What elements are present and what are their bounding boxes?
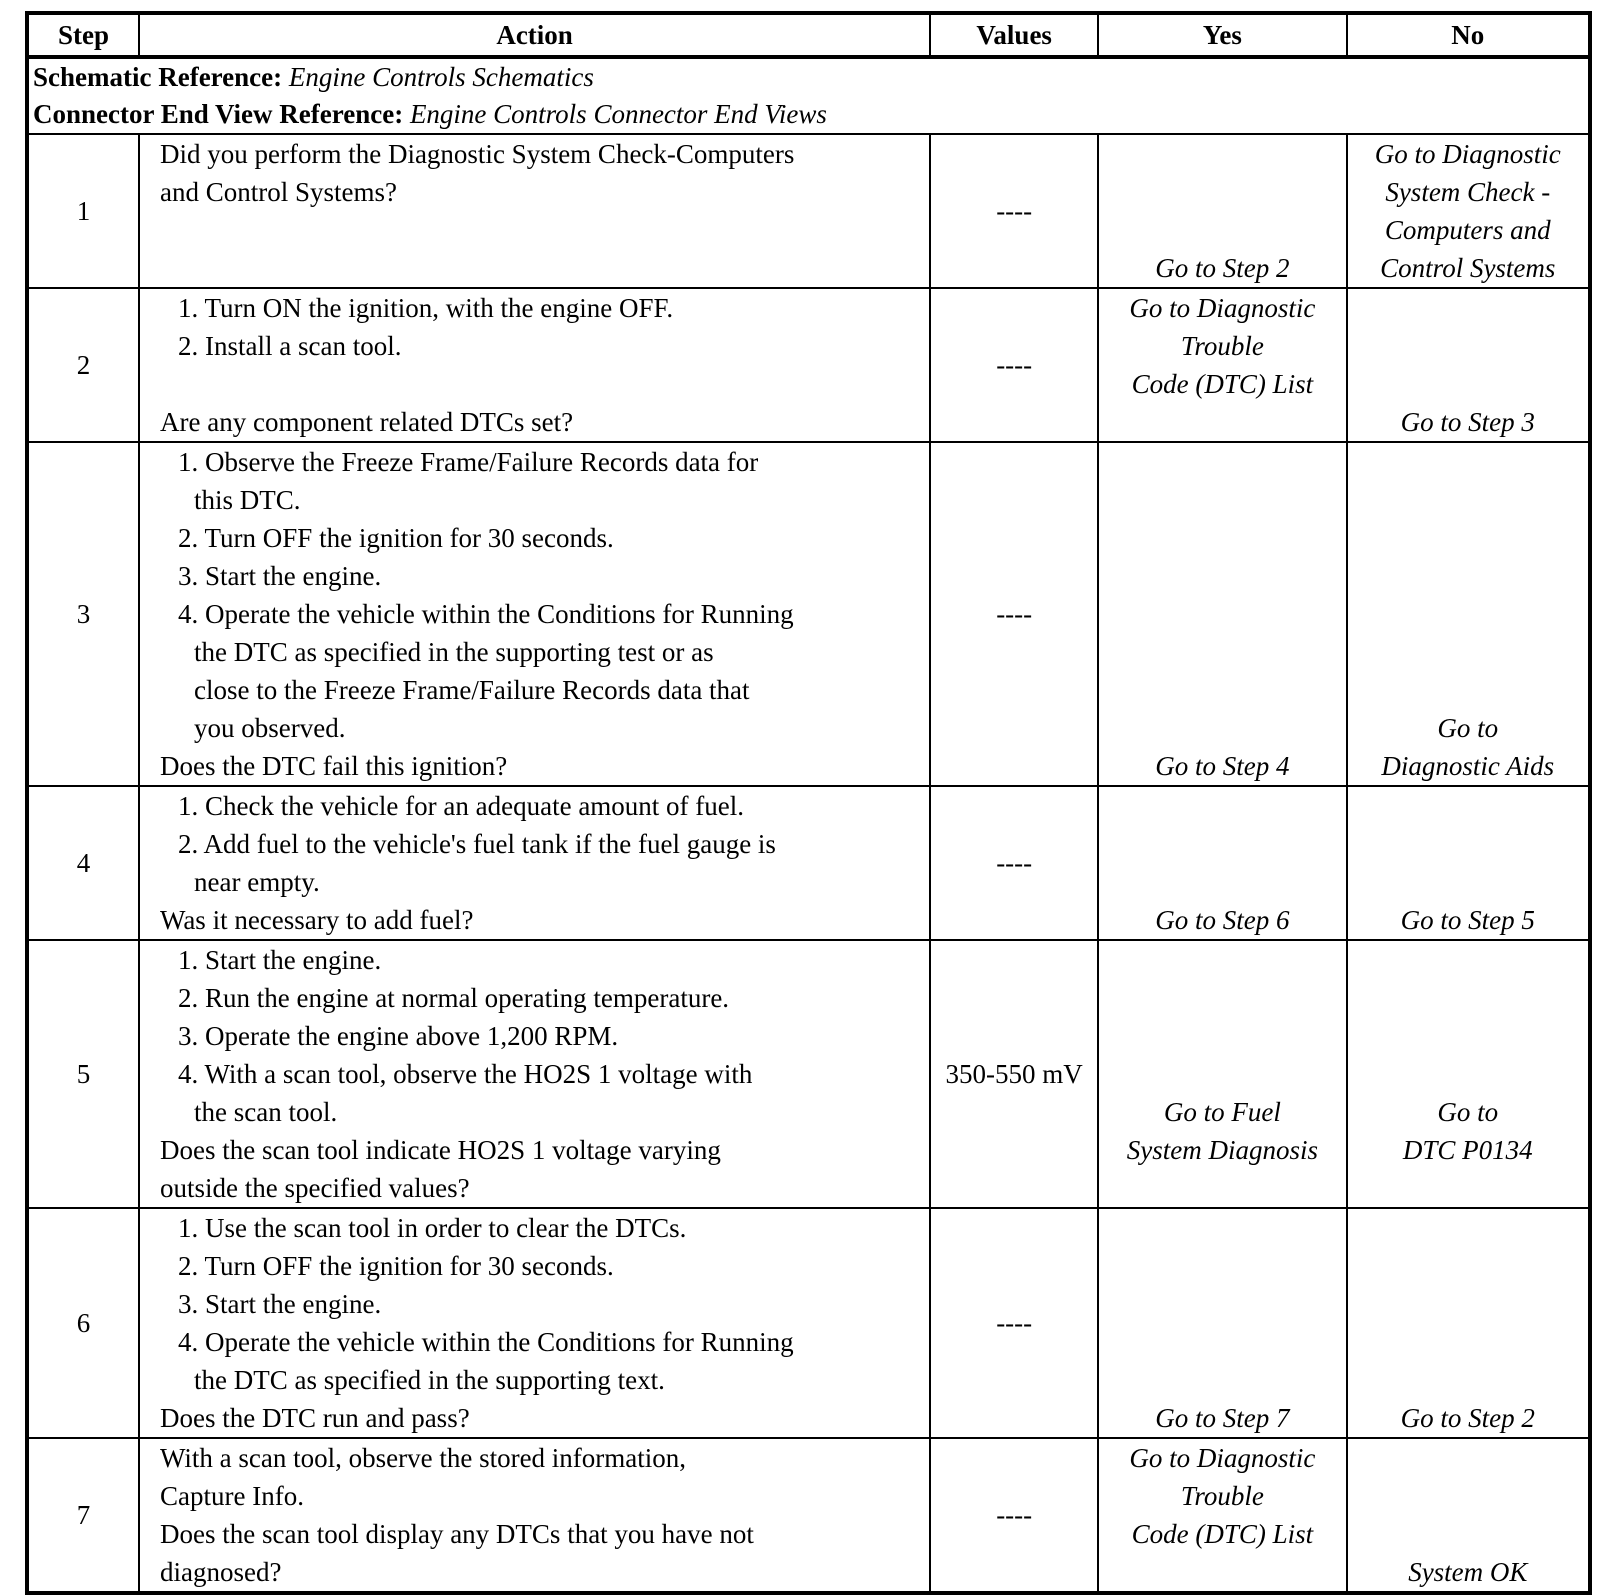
action-line: Does the DTC fail this ignition? — [160, 751, 508, 781]
no-link[interactable]: Go to Step 3 — [1400, 407, 1535, 437]
step-number: 3 — [27, 442, 139, 786]
action-line: 3. Start the engine. — [178, 561, 382, 591]
no-cell[interactable] — [1347, 442, 1590, 786]
yes-link[interactable]: System Diagnosis — [1126, 1135, 1319, 1165]
action-line: 1. Start the engine. — [178, 945, 382, 975]
connector-reference-link[interactable]: Engine Controls Connector End Views — [409, 99, 827, 129]
header-row — [27, 13, 1590, 57]
no-cell[interactable] — [1347, 288, 1590, 442]
no-link[interactable]: Control Systems — [1380, 253, 1556, 283]
action-line: Does the scan tool display any DTCs that you have not — [160, 1519, 754, 1549]
yes-link[interactable]: Go to Step 4 — [1155, 751, 1290, 781]
header-step: Step — [27, 13, 139, 57]
values-cell: ---- — [930, 134, 1098, 288]
action-line: Capture Info. — [160, 1481, 304, 1511]
action-line: you observed. — [194, 713, 346, 743]
action-cell — [139, 288, 930, 442]
values-cell: ---- — [930, 786, 1098, 940]
action-line: With a scan tool, observe the stored information, — [160, 1443, 687, 1473]
values-cell: 350-550 mV — [930, 940, 1098, 1208]
action-line: diagnosed? — [160, 1557, 282, 1587]
table-row — [27, 288, 1590, 442]
step-number: 4 — [27, 786, 139, 940]
yes-cell[interactable] — [1098, 1208, 1346, 1438]
action-line: this DTC. — [194, 485, 301, 515]
action-line: 2. Add fuel to the vehicle's fuel tank if the fuel gauge is — [178, 829, 776, 859]
action-cell — [139, 1208, 930, 1438]
action-line: Does the DTC run and pass? — [160, 1403, 470, 1433]
action-line: 3. Start the engine. — [178, 1289, 382, 1319]
values-cell: ---- — [930, 1438, 1098, 1593]
action-line: 1. Check the vehicle for an adequate amount of fuel. — [178, 791, 745, 821]
table-row — [27, 1208, 1590, 1438]
action-cell — [139, 134, 930, 288]
action-line: Does the scan tool indicate HO2S 1 voltage varying — [160, 1135, 721, 1165]
yes-link[interactable]: Go to Step 2 — [1155, 253, 1290, 283]
reference-cell — [27, 57, 1590, 134]
yes-cell[interactable] — [1098, 786, 1346, 940]
yes-cell[interactable] — [1098, 134, 1346, 288]
action-cell — [139, 940, 930, 1208]
yes-cell[interactable] — [1098, 1438, 1346, 1593]
action-line: 2. Turn OFF the ignition for 30 seconds. — [178, 523, 614, 553]
connector-reference — [33, 96, 1584, 133]
diagnostic-table — [25, 11, 1592, 1595]
schematic-reference — [33, 59, 1584, 96]
schematic-reference-link[interactable]: Engine Controls Schematics — [288, 62, 594, 92]
yes-cell[interactable] — [1098, 442, 1346, 786]
action-cell — [139, 786, 930, 940]
reference-row — [27, 57, 1590, 134]
action-line: Are any component related DTCs set? — [160, 407, 574, 437]
action-line: Was it necessary to add fuel? — [160, 905, 474, 935]
yes-link[interactable]: Go to Fuel — [1163, 1097, 1281, 1127]
yes-cell[interactable] — [1098, 288, 1346, 442]
action-line: 2. Turn OFF the ignition for 30 seconds. — [178, 1251, 614, 1281]
header-yes: Yes — [1098, 13, 1346, 57]
yes-link[interactable]: Trouble — [1180, 331, 1264, 361]
action-line: close to the Freeze Frame/Failure Records data that — [194, 675, 750, 705]
no-link[interactable]: Computers and — [1384, 215, 1551, 245]
yes-link[interactable]: Go to Step 7 — [1155, 1403, 1290, 1433]
values-cell: ---- — [930, 288, 1098, 442]
action-line: 2. Install a scan tool. — [178, 331, 402, 361]
no-cell[interactable] — [1347, 134, 1590, 288]
action-line: 1. Turn ON the ignition, with the engine OFF. — [178, 293, 674, 323]
action-line: the DTC as specified in the supporting text. — [194, 1365, 665, 1395]
action-line: outside the specified values? — [160, 1173, 470, 1203]
no-link[interactable]: System Check - — [1385, 177, 1551, 207]
yes-link[interactable]: Code (DTC) List — [1131, 369, 1314, 399]
connector-reference-label: Connector End View Reference: — [33, 99, 404, 129]
yes-link[interactable]: Code (DTC) List — [1131, 1519, 1314, 1549]
header-no: No — [1347, 13, 1590, 57]
header-values: Values — [930, 13, 1098, 57]
no-link[interactable]: Go to — [1437, 713, 1499, 743]
no-cell[interactable] — [1347, 786, 1590, 940]
action-line: Did you perform the Diagnostic System Check-Computers — [160, 139, 795, 169]
no-link[interactable]: Go to — [1437, 1097, 1499, 1127]
no-link[interactable]: DTC P0134 — [1402, 1135, 1533, 1165]
action-line: 2. Run the engine at normal operating temperature. — [178, 983, 730, 1013]
no-link[interactable]: System OK — [1408, 1557, 1528, 1587]
yes-link[interactable]: Go to Diagnostic — [1129, 293, 1316, 323]
no-cell[interactable] — [1347, 940, 1590, 1208]
step-number: 1 — [27, 134, 139, 288]
step-number: 7 — [27, 1438, 139, 1593]
table-row — [27, 940, 1590, 1208]
no-cell[interactable] — [1347, 1208, 1590, 1438]
yes-link[interactable]: Go to Step 6 — [1155, 905, 1290, 935]
schematic-reference-label: Schematic Reference: — [33, 62, 283, 92]
yes-link[interactable]: Trouble — [1180, 1481, 1264, 1511]
table-row — [27, 442, 1590, 786]
action-cell — [139, 1438, 930, 1593]
table-row — [27, 786, 1590, 940]
action-line: 1. Use the scan tool in order to clear the DTCs. — [178, 1213, 687, 1243]
values-cell: ---- — [930, 1208, 1098, 1438]
action-line: 4. Operate the vehicle within the Conditions for Running — [178, 1327, 794, 1357]
yes-cell[interactable] — [1098, 940, 1346, 1208]
action-line: near empty. — [194, 867, 320, 897]
step-number: 5 — [27, 940, 139, 1208]
action-line: the DTC as specified in the supporting test or as — [194, 637, 714, 667]
no-cell[interactable] — [1347, 1438, 1590, 1593]
step-number: 2 — [27, 288, 139, 442]
action-line: the scan tool. — [194, 1097, 338, 1127]
values-cell: ---- — [930, 442, 1098, 786]
action-line: 1. Observe the Freeze Frame/Failure Records data for — [178, 447, 759, 477]
table-row — [27, 1438, 1590, 1593]
no-link[interactable]: Diagnostic Aids — [1381, 751, 1555, 781]
no-link[interactable]: Go to Diagnostic — [1374, 139, 1561, 169]
action-line: 4. Operate the vehicle within the Conditions for Running — [178, 599, 794, 629]
action-line: and Control Systems? — [160, 177, 397, 207]
no-link[interactable]: Go to Step 2 — [1400, 1403, 1535, 1433]
no-link[interactable]: Go to Step 5 — [1400, 905, 1535, 935]
step-number: 6 — [27, 1208, 139, 1438]
action-line: 3. Operate the engine above 1,200 RPM. — [178, 1021, 619, 1051]
action-cell — [139, 442, 930, 786]
action-line: 4. With a scan tool, observe the HO2S 1 voltage with — [178, 1059, 753, 1089]
yes-link[interactable]: Go to Diagnostic — [1129, 1443, 1316, 1473]
header-action: Action — [139, 13, 930, 57]
table-row — [27, 134, 1590, 288]
